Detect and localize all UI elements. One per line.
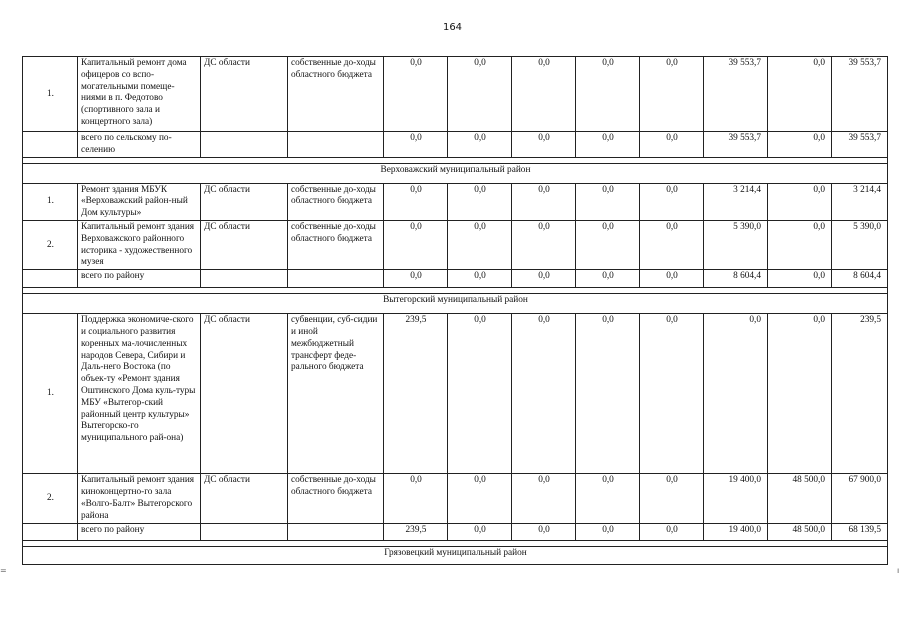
table-row	[23, 314, 888, 474]
value-cell: 19 400,0	[704, 474, 768, 524]
table-row	[23, 57, 888, 132]
value-cell: 19 400,0	[704, 524, 768, 541]
value-cell: 0,0	[768, 220, 832, 269]
row-number: 2.	[23, 220, 78, 269]
value-cell: 0,0	[512, 270, 576, 288]
value-cell: 0,0	[576, 524, 640, 541]
section-title: Вытегорский муниципальный район	[23, 294, 888, 314]
budget-table	[22, 56, 888, 565]
row-number	[23, 270, 78, 288]
value-cell: 0,0	[448, 57, 512, 132]
value-cell: 0,0	[448, 220, 512, 269]
row-number: 1.	[23, 314, 78, 474]
value-cell: 0,0	[512, 220, 576, 269]
object-name: Капитальный ремонт здания Верховажского районного историка - художественного музея	[78, 220, 201, 269]
executor: ДС области	[201, 314, 288, 474]
row-number: 1.	[23, 183, 78, 220]
total-row	[23, 270, 888, 288]
value-cell: 0,0	[448, 183, 512, 220]
value-cell: 3 214,4	[704, 183, 768, 220]
section-title: Грязовецкий муниципальный район	[23, 547, 888, 565]
value-cell: 0,0	[512, 57, 576, 132]
object-name: Капитальный ремонт дома офицеров со вспо-могательными помеще-ниями в п. Федотово (спортивного зала и концертного зала)	[78, 57, 201, 132]
value-cell: 0,0	[768, 57, 832, 132]
funding-source	[288, 524, 384, 541]
value-cell: 67 900,0	[832, 474, 888, 524]
value-cell: 0,0	[576, 57, 640, 132]
value-cell: 0,0	[448, 270, 512, 288]
value-cell: 0,0	[768, 270, 832, 288]
value-cell: 0,0	[384, 474, 448, 524]
executor: ДС области	[201, 474, 288, 524]
funding-source: собственные до-ходы областного бюджета	[288, 474, 384, 524]
value-cell: 68 139,5	[832, 524, 888, 541]
value-cell: 0,0	[384, 220, 448, 269]
value-cell: 0,0	[384, 183, 448, 220]
value-cell: 239,5	[832, 314, 888, 474]
value-cell: 0,0	[512, 524, 576, 541]
row-number: 1.	[23, 57, 78, 132]
value-cell: 0,0	[448, 474, 512, 524]
row-number: 2.	[23, 474, 78, 524]
value-cell: 0,0	[512, 474, 576, 524]
value-cell: 0,0	[384, 132, 448, 158]
value-cell: 5 390,0	[832, 220, 888, 269]
value-cell: 0,0	[384, 270, 448, 288]
section-header-row	[23, 547, 888, 565]
value-cell: 0,0	[576, 270, 640, 288]
value-cell: 0,0	[512, 314, 576, 474]
row-number	[23, 524, 78, 541]
total-row	[23, 132, 888, 158]
section-header-row	[23, 294, 888, 314]
value-cell: 48 500,0	[768, 474, 832, 524]
section-title: Верховажский муниципальный район	[23, 163, 888, 183]
value-cell: 0,0	[448, 314, 512, 474]
executor: ДС области	[201, 57, 288, 132]
value-cell: 0,0	[640, 524, 704, 541]
value-cell: 3 214,4	[832, 183, 888, 220]
value-cell: 239,5	[384, 314, 448, 474]
value-cell: 0,0	[640, 132, 704, 158]
value-cell: 0,0	[640, 314, 704, 474]
value-cell: 0,0	[576, 132, 640, 158]
value-cell: 0,0	[640, 57, 704, 132]
executor	[201, 132, 288, 158]
edge-mark-left: =	[0, 566, 7, 575]
value-cell: 0,0	[704, 314, 768, 474]
page-number: 164	[442, 22, 463, 33]
value-cell: 8 604,4	[704, 270, 768, 288]
value-cell: 39 553,7	[832, 57, 888, 132]
object-name: Ремонт здания МБУК «Верховажский район-ный Дом культуры»	[78, 183, 201, 220]
value-cell: 0,0	[768, 132, 832, 158]
table-row	[23, 474, 888, 524]
funding-source	[288, 132, 384, 158]
funding-source: собственные до-ходы областного бюджета	[288, 183, 384, 220]
funding-source: собственные до-ходы областного бюджета	[288, 220, 384, 269]
object-name: Капитальный ремонт здания киноконцертно-го зала «Волго-Балт» Вытегорского района	[78, 474, 201, 524]
section-header-row	[23, 163, 888, 183]
funding-source	[288, 270, 384, 288]
object-name: всего по району	[78, 524, 201, 541]
value-cell: 0,0	[448, 524, 512, 541]
value-cell: 239,5	[384, 524, 448, 541]
value-cell: 39 553,7	[704, 57, 768, 132]
object-name: всего по сельскому по-селению	[78, 132, 201, 158]
value-cell: 48 500,0	[768, 524, 832, 541]
table-row	[23, 183, 888, 220]
value-cell: 0,0	[576, 314, 640, 474]
value-cell: 0,0	[640, 220, 704, 269]
executor: ДС области	[201, 183, 288, 220]
row-number	[23, 132, 78, 158]
value-cell: 0,0	[576, 220, 640, 269]
value-cell: 0,0	[512, 183, 576, 220]
value-cell: 0,0	[640, 183, 704, 220]
object-name: всего по району	[78, 270, 201, 288]
table-row	[23, 220, 888, 269]
edge-mark-right: ı	[897, 566, 900, 575]
value-cell: 5 390,0	[704, 220, 768, 269]
executor	[201, 524, 288, 541]
total-row	[23, 524, 888, 541]
value-cell: 8 604,4	[832, 270, 888, 288]
value-cell: 0,0	[448, 132, 512, 158]
value-cell: 0,0	[768, 314, 832, 474]
value-cell: 0,0	[384, 57, 448, 132]
executor	[201, 270, 288, 288]
value-cell: 39 553,7	[832, 132, 888, 158]
value-cell: 0,0	[640, 474, 704, 524]
funding-source: субвенции, суб-сидии и иной межбюджетный трансферт феде-рального бюджета	[288, 314, 384, 474]
value-cell: 0,0	[576, 474, 640, 524]
value-cell: 0,0	[768, 183, 832, 220]
executor: ДС области	[201, 220, 288, 269]
value-cell: 0,0	[512, 132, 576, 158]
value-cell: 39 553,7	[704, 132, 768, 158]
object-name: Поддержка экономиче-ского и социального развития коренных ма-лочисленных народов Севера, Сибири и Даль-него Востока (по объек-ту «Ремонт здания Оштинского Дома куль-туры МБУ «Вытегор-ский районный центр культуры» Вытегорско-го муниципального рай-она)	[78, 314, 201, 474]
funding-source: собственные до-ходы областного бюджета	[288, 57, 384, 132]
value-cell: 0,0	[640, 270, 704, 288]
value-cell: 0,0	[576, 183, 640, 220]
